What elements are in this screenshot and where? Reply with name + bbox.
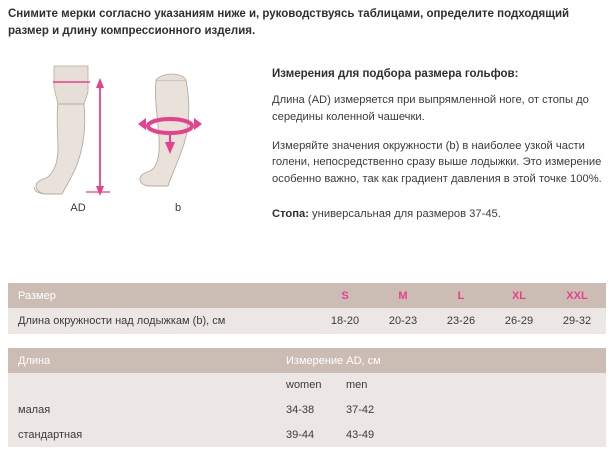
intro-text: Снимите мерки согласно указаниям ниже и, руководствуясь таблицами, определите подходящий размер и длину компрессионного изделия. (8, 8, 570, 37)
leg-illustrations (10, 62, 260, 222)
foot-note-label: Стопа: (272, 207, 309, 220)
length-row-small-men: 37-42 (338, 397, 606, 422)
length-table (8, 348, 606, 447)
size-table-row (8, 308, 606, 334)
length-row-small-women: 34-38 (276, 397, 338, 422)
size-table-header-row (8, 283, 606, 308)
length-row-standard-women: 39-44 (276, 422, 338, 447)
left-leg-illustration (34, 66, 110, 196)
length-table-header-col2: Измерение AD, см (276, 348, 606, 373)
length-table-subheader-women: women (276, 373, 338, 397)
length-table-subheader-row (8, 373, 606, 397)
foot-note-value: универсальная для размеров 37-45. (308, 207, 501, 220)
size-header-l: L (432, 283, 490, 308)
size-value-xxl: 29-32 (548, 308, 606, 334)
length-table-header-col1: Длина (8, 348, 276, 373)
size-value-m: 20-23 (374, 308, 432, 334)
length-row-standard-men: 43-49 (338, 422, 606, 447)
foot-note (272, 206, 606, 223)
length-row-label-standard: стандартная (8, 422, 276, 447)
size-table-header-label: Размер (8, 283, 316, 308)
right-leg-illustration (138, 74, 202, 186)
instructions-heading: Измерения для подбора размера гольфов: (272, 68, 519, 80)
size-table (8, 283, 606, 334)
size-header-s: S (316, 283, 374, 308)
size-value-xl: 26-29 (490, 308, 548, 334)
length-table-subheader-empty (8, 373, 276, 397)
size-value-l: 23-26 (432, 308, 490, 334)
size-value-s: 18-20 (316, 308, 374, 334)
size-table-row-label: Длина окружности над лодыжкам (b), см (8, 308, 316, 334)
legs-diagram-svg (10, 62, 260, 222)
size-header-xl: XL (490, 283, 548, 308)
table-row (8, 397, 606, 422)
size-header-xxl: XXL (548, 283, 606, 308)
instructions-column (272, 68, 606, 235)
caption-ad: AD (70, 202, 86, 214)
size-header-m: M (374, 283, 432, 308)
table-row (8, 422, 606, 447)
caption-b: b (174, 202, 182, 214)
length-table-header-row (8, 348, 606, 373)
length-row-label-small: малая (8, 397, 276, 422)
instructions-paragraph-1: Длина (AD) измеряется при выпрямленной ноге, от стопы до середины коленной чашечки. (272, 94, 589, 123)
length-table-subheader-men: men (338, 373, 606, 397)
instructions-paragraph-2: Измеряйте значения окружности (b) в наиболее узкой части голени, непосредственно сразу выше лодыжки. Это измерение особенно важно, так как градиент давления в этой точке 100%. (272, 139, 602, 186)
